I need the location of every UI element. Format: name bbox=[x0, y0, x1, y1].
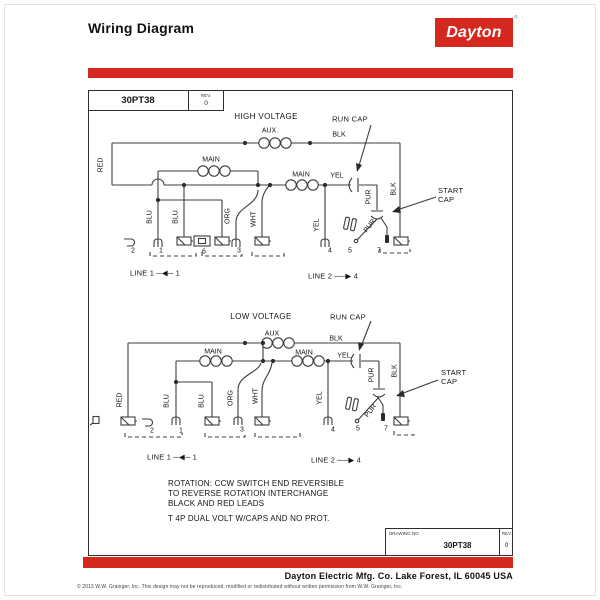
hv-terminal-1 bbox=[154, 234, 162, 247]
drawing-block-border bbox=[385, 528, 386, 556]
hv-wire-label-pur-diag: PUR bbox=[362, 218, 378, 234]
lv-flag-terminal bbox=[121, 417, 137, 425]
hv-wire-label-red: RED bbox=[97, 157, 105, 173]
lv-wire-label-wht: WHT bbox=[252, 388, 260, 404]
lv-flag-terminal bbox=[205, 417, 221, 425]
lv-wire-label-blk: BLK bbox=[329, 335, 343, 343]
hv-wire-label-yel-side: YEL bbox=[313, 218, 321, 232]
hv-main2-coil bbox=[286, 180, 318, 190]
hv-terminal-5-number: 5 bbox=[348, 247, 352, 255]
lv-group-brackets bbox=[125, 431, 414, 437]
lv-circuit bbox=[90, 321, 438, 437]
hv-wire-label-blu: BLU bbox=[146, 210, 154, 224]
drawing-rev-value: 0 bbox=[504, 542, 509, 549]
dayton-logo-text: Dayton bbox=[446, 23, 502, 41]
hv-flag-terminal bbox=[215, 237, 231, 245]
hv-start-cap-symbol bbox=[371, 211, 383, 219]
hv-terminal-7-number: 7 bbox=[377, 247, 381, 255]
hv-start-cap-label: START bbox=[438, 186, 464, 195]
lv-wire-label-blu: BLU bbox=[163, 394, 171, 408]
lv-terminal-7 bbox=[381, 413, 385, 421]
lv-terminal-2-number: 2 bbox=[150, 427, 154, 435]
copyright-line: © 2013 W.W. Grainger, Inc. This design may not be reproduced, modified or redistributed without written permission from W.W. Grainger, Inc. bbox=[77, 584, 403, 590]
lv-wire-label-pur-diag: PUR bbox=[363, 403, 379, 419]
rotation-note-line3: BLACK AND RED LEADS bbox=[168, 499, 265, 508]
hv-wire-label-blk-side: BLK bbox=[390, 182, 398, 196]
drawing-rev-label: REV bbox=[501, 531, 512, 536]
hv-wire-label-pur: PUR bbox=[365, 189, 373, 205]
lv-start-cap-label: START bbox=[441, 368, 467, 377]
lv-main2-coil bbox=[292, 356, 324, 366]
hv-aux-coil-label: AUX. bbox=[261, 127, 279, 135]
company-address: Dayton Electric Mfg. Co. Lake Forest, IL 60045 USA bbox=[284, 571, 513, 581]
hv-flag-terminal bbox=[177, 237, 193, 245]
lv-main1-coil bbox=[200, 356, 232, 366]
lv-switch-pivot bbox=[355, 419, 358, 422]
lv-aux-coil-label: AUX bbox=[264, 330, 280, 338]
lv-section-title: LOW VOLTAGE bbox=[230, 312, 292, 321]
rev-label: REV. bbox=[200, 93, 212, 98]
lv-terminal-5-number: 5 bbox=[356, 425, 360, 433]
hv-line2-reference: LINE 2 ──▶ 4 bbox=[307, 271, 359, 281]
lv-terminal-1-number: 1 bbox=[179, 427, 183, 435]
lv-wht-lead bbox=[262, 363, 272, 417]
hv-wire-label-org: ORG bbox=[224, 208, 232, 224]
lv-terminal-7-number: 7 bbox=[384, 425, 388, 433]
hv-start-cap-label: CAP bbox=[438, 195, 455, 204]
lv-switch-symbol bbox=[345, 397, 358, 411]
hv-wire-label-yel: YEL bbox=[330, 172, 344, 180]
hv-line1-reference: LINE 1 ─◀─ 1 bbox=[129, 268, 181, 278]
hv-flag-terminal bbox=[255, 237, 271, 245]
hv-main1-coil bbox=[198, 166, 230, 176]
hv-wht-lead bbox=[262, 185, 270, 237]
lv-start-cap-label: CAP bbox=[441, 377, 458, 386]
hv-terminal-6-number: 6 bbox=[202, 248, 206, 256]
lv-line1-reference: LINE 1 ─◀─ 1 bbox=[146, 452, 198, 462]
hv-run-cap-arrowhead bbox=[356, 163, 362, 172]
hv-circuit bbox=[112, 125, 436, 256]
lv-wire-label-red: RED bbox=[116, 392, 124, 408]
lv-aux-coil bbox=[262, 338, 294, 348]
drawing-no-value: 30PT38 bbox=[443, 541, 472, 550]
rotation-note-line2: TO REVERSE ROTATION INTERCHANGE bbox=[168, 489, 329, 498]
lv-line2-reference: LINE 2 ──▶ 4 bbox=[310, 455, 362, 465]
hv-switch-pivot bbox=[354, 239, 357, 242]
hv-run-cap-label: RUN CAP bbox=[332, 114, 368, 124]
hv-wire-label-blu: BLU bbox=[172, 210, 180, 224]
hv-section-title: HIGH VOLTAGE bbox=[234, 112, 298, 121]
lv-main2-coil-label: MAIN bbox=[295, 349, 313, 357]
lv-terminal-4-number: 4 bbox=[331, 426, 335, 434]
registered-mark: ® bbox=[514, 15, 518, 21]
hv-wire-label-wht: WHT bbox=[250, 211, 258, 227]
lv-wire-label-blu: BLU bbox=[198, 394, 206, 408]
model-number: 30PT38 bbox=[121, 94, 155, 106]
lv-terminal-3-number: 3 bbox=[240, 426, 244, 434]
hv-main1-coil-label: MAIN bbox=[202, 156, 220, 164]
hv-terminal-3 bbox=[232, 234, 240, 247]
hv-switch-symbol bbox=[343, 217, 356, 231]
page-title: Wiring Diagram bbox=[88, 20, 195, 36]
lv-callout-lines bbox=[360, 321, 438, 395]
lv-wire-label-pur: PUR bbox=[368, 367, 376, 383]
lv-wire-label-blk-side: BLK bbox=[391, 364, 399, 378]
spec-note: T 4P DUAL VOLT W/CAPS AND NO PROT. bbox=[168, 514, 330, 523]
hv-terminal-1-number: 1 bbox=[159, 247, 163, 255]
hv-group-brackets bbox=[150, 249, 410, 256]
lv-wire-label-yel-side: YEL bbox=[316, 391, 324, 405]
hv-terminal-2-number: 2 bbox=[131, 247, 135, 255]
lv-wire-label-yel: YEL bbox=[337, 352, 351, 360]
rev-value: 0 bbox=[204, 100, 208, 107]
lv-run-cap-label: RUN CAP bbox=[330, 312, 366, 322]
bottom-red-bar bbox=[83, 557, 513, 568]
lv-wire-label-org: ORG bbox=[227, 390, 235, 406]
drawing-no-label: DRAWING NO. bbox=[389, 531, 420, 536]
hv-lead-drops bbox=[158, 185, 222, 237]
hv-terminal-4-number: 4 bbox=[328, 247, 332, 255]
lv-flag-terminal bbox=[255, 417, 271, 425]
hv-terminal-2 bbox=[124, 239, 135, 246]
hv-flag-terminal bbox=[394, 237, 410, 245]
lv-terminal-2 bbox=[142, 419, 153, 426]
hv-aux-coil bbox=[259, 138, 291, 148]
hv-terminal-4 bbox=[321, 234, 329, 247]
rotation-note-line1: ROTATION: CCW SWITCH END REVERSIBLE bbox=[168, 479, 345, 488]
lv-edge-connector bbox=[90, 417, 99, 426]
lv-terminal-3 bbox=[234, 412, 242, 425]
hv-terminal-7 bbox=[385, 235, 389, 243]
hv-terminal-3-number: 3 bbox=[237, 247, 241, 255]
hv-terminal-6 bbox=[194, 236, 210, 246]
lv-terminal-1 bbox=[172, 412, 180, 425]
drawing-block-border bbox=[385, 528, 513, 529]
hv-wire-label-blk: BLK bbox=[332, 131, 346, 139]
hv-main2-coil-label: MAIN bbox=[292, 171, 310, 179]
lv-terminal-4 bbox=[324, 412, 332, 425]
lv-flag-terminal bbox=[394, 417, 410, 425]
lv-main1-coil-label: MAIN bbox=[204, 348, 222, 356]
lv-start-cap-symbol bbox=[373, 389, 385, 397]
